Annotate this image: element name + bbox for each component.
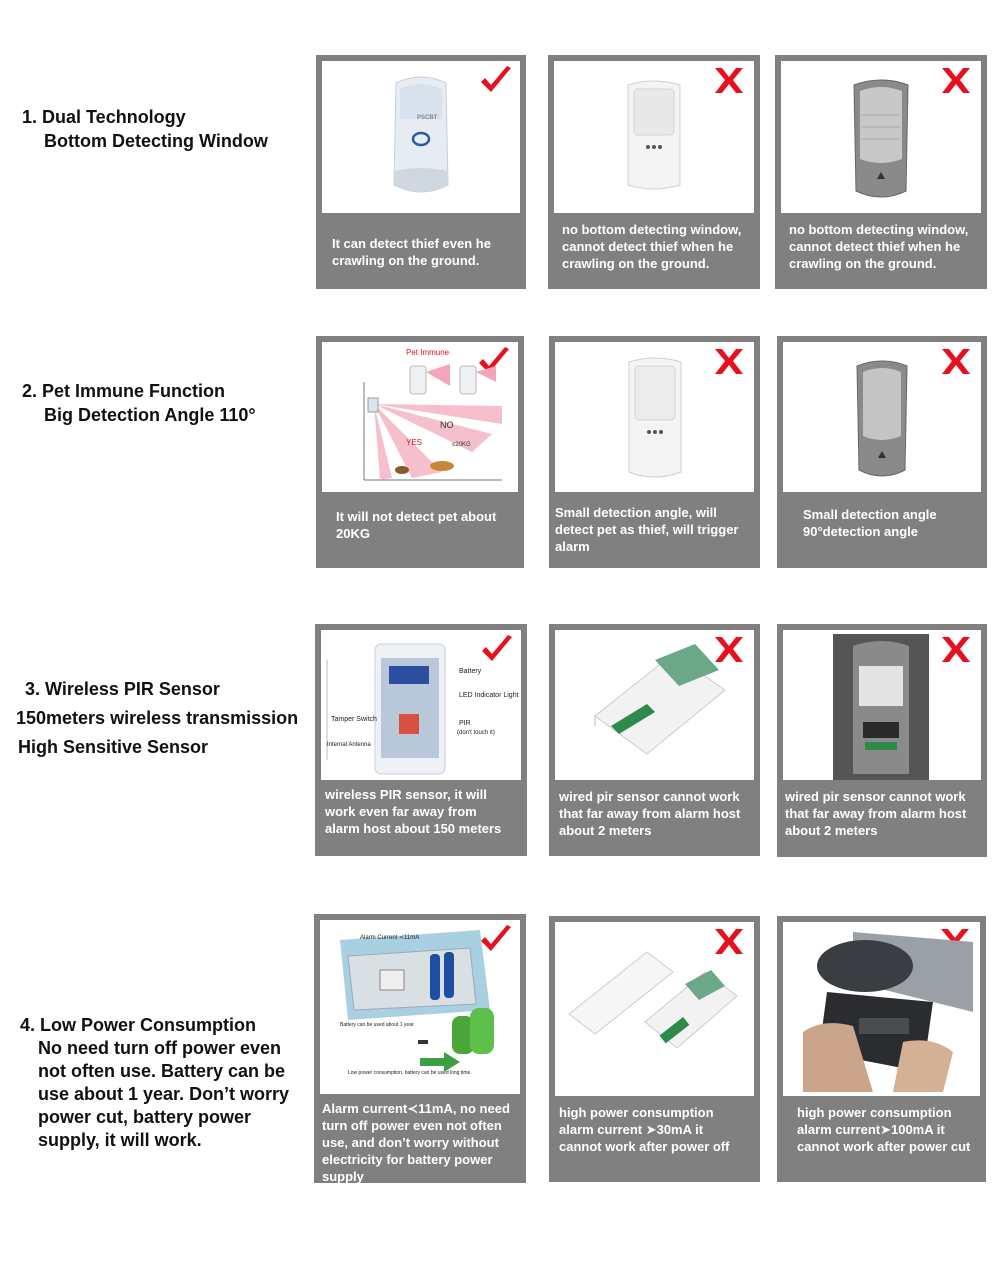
- diagram-title: Pet Immune: [406, 348, 450, 357]
- card-caption: Small detection angle 90°detection angle: [803, 507, 937, 539]
- comparison-card: [549, 336, 760, 568]
- cross-icon: [939, 346, 973, 376]
- cross-icon: [712, 346, 746, 376]
- card-caption: Small detection angle, will detect pet as thief, will trigger alarm: [555, 505, 739, 554]
- pir-note-label: (don't touch it): [457, 730, 495, 736]
- card-caption: It can detect thief even he crawling on the ground.: [332, 236, 491, 268]
- product-image: [783, 342, 981, 492]
- feature-subtitle: High Sensitive Sensor: [18, 737, 209, 757]
- comparison-card: [775, 55, 987, 289]
- card-caption: wired pir sensor cannot work that far away from alarm host about 2 meters: [785, 789, 967, 838]
- product-image: [783, 630, 981, 780]
- product-image: [555, 630, 754, 780]
- yes-label: YES: [406, 438, 423, 447]
- card-caption: no bottom detecting window, cannot detect thief when he crawling on the ground.: [789, 222, 969, 271]
- pir-detector-image: [388, 75, 454, 205]
- card-caption: wired pir sensor cannot work that far away from alarm host about 2 meters: [559, 789, 741, 838]
- feature-title: 4. Low Power Consumption: [20, 1015, 257, 1035]
- feature-4-heading: [20, 1014, 289, 1152]
- wired-detector-image: [555, 922, 754, 1096]
- circuit-board-diagram: [321, 630, 521, 780]
- card-caption: high power consumption alarm current ➤30mA it cannot work after power off: [559, 1105, 730, 1154]
- comparison-card: [777, 336, 987, 568]
- product-image: [781, 61, 981, 213]
- hand-held-detector-image: [783, 922, 980, 1096]
- card-caption: wireless PIR sensor, it will work even far away from alarm host about 150 meters: [325, 787, 502, 836]
- feature-subtitle: 150meters wireless transmission: [16, 708, 299, 728]
- brand-label: PSCBT: [417, 115, 438, 121]
- pir-detector-image: [622, 75, 686, 195]
- check-icon: [478, 65, 512, 95]
- pet-immune-diagram: [322, 342, 518, 492]
- product-image: [555, 342, 754, 492]
- comparison-card: [549, 916, 760, 1182]
- battery-diagram: [320, 920, 520, 1094]
- card-caption: Alarm current≺11mA, no need turn off power even not often use, and don’t worry without electricity for battery power supply: [322, 1101, 510, 1184]
- comparison-card: [315, 624, 527, 856]
- feature-title: 3. Wireless PIR Sensor: [25, 679, 220, 699]
- product-image: [322, 61, 520, 213]
- pir-label: PIR: [459, 720, 471, 727]
- card-caption: no bottom detecting window, cannot detect thief when he crawling on the ground.: [562, 222, 742, 271]
- weight-label: ≤20KG: [452, 442, 471, 448]
- alarm-current-label: Alarm Current ≺11mA: [360, 935, 420, 941]
- comparison-card: [314, 914, 526, 1183]
- feature-description-line: use about 1 year. Don’t worry: [38, 1084, 290, 1104]
- pir-detector-image: [848, 75, 914, 203]
- board-image: [321, 630, 521, 780]
- detection-angle-diagram: [322, 342, 518, 492]
- low-power-note: Low power consumption, battery can be used long time.: [348, 1070, 472, 1076]
- feature-title: 1. Dual Technology: [22, 107, 186, 127]
- battery-board-image: [320, 920, 520, 1094]
- feature-description-line: No need turn off power even: [38, 1038, 282, 1058]
- product-image: [555, 922, 754, 1096]
- feature-2-heading: [22, 379, 256, 427]
- comparison-card: [777, 624, 987, 857]
- comparison-card: [316, 55, 526, 289]
- card-caption: high power consumption alarm current➤100mA it cannot work after power cut: [797, 1105, 971, 1154]
- cross-icon: [712, 65, 746, 95]
- feature-description-line: supply, it will work.: [38, 1130, 202, 1150]
- no-label: NO: [440, 420, 454, 430]
- antenna-label: Internal Antenna: [327, 742, 371, 748]
- feature-description-line: not often use. Battery can be: [38, 1061, 286, 1081]
- tamper-label: Tamper Switch: [331, 716, 377, 723]
- feature-subtitle: Bottom Detecting Window: [44, 131, 268, 151]
- led-label: LED Indicator Light: [459, 692, 519, 699]
- comparison-card: [777, 916, 986, 1182]
- product-image: [554, 61, 754, 213]
- battery-life-label: Battery can be used about 1 year: [340, 1022, 414, 1028]
- feature-1-heading: [22, 105, 268, 153]
- card-caption: It will not detect pet about 20KG: [336, 509, 497, 541]
- feature-3-heading: [16, 677, 298, 761]
- pir-detector-image: [623, 352, 687, 484]
- feature-subtitle: Big Detection Angle 110°: [44, 405, 256, 425]
- comparison-card: [549, 624, 760, 856]
- product-image: [783, 922, 980, 1096]
- feature-description-line: power cut, battery power: [38, 1107, 252, 1127]
- battery-label: Battery: [459, 668, 482, 675]
- cross-icon: [939, 65, 973, 95]
- comparison-card: [316, 336, 524, 568]
- opened-detector-image: [783, 630, 981, 780]
- feature-title: 2. Pet Immune Function: [22, 381, 226, 401]
- comparison-card: [548, 55, 760, 289]
- pir-detector-image: [851, 356, 913, 482]
- wired-board-image: [555, 630, 754, 780]
